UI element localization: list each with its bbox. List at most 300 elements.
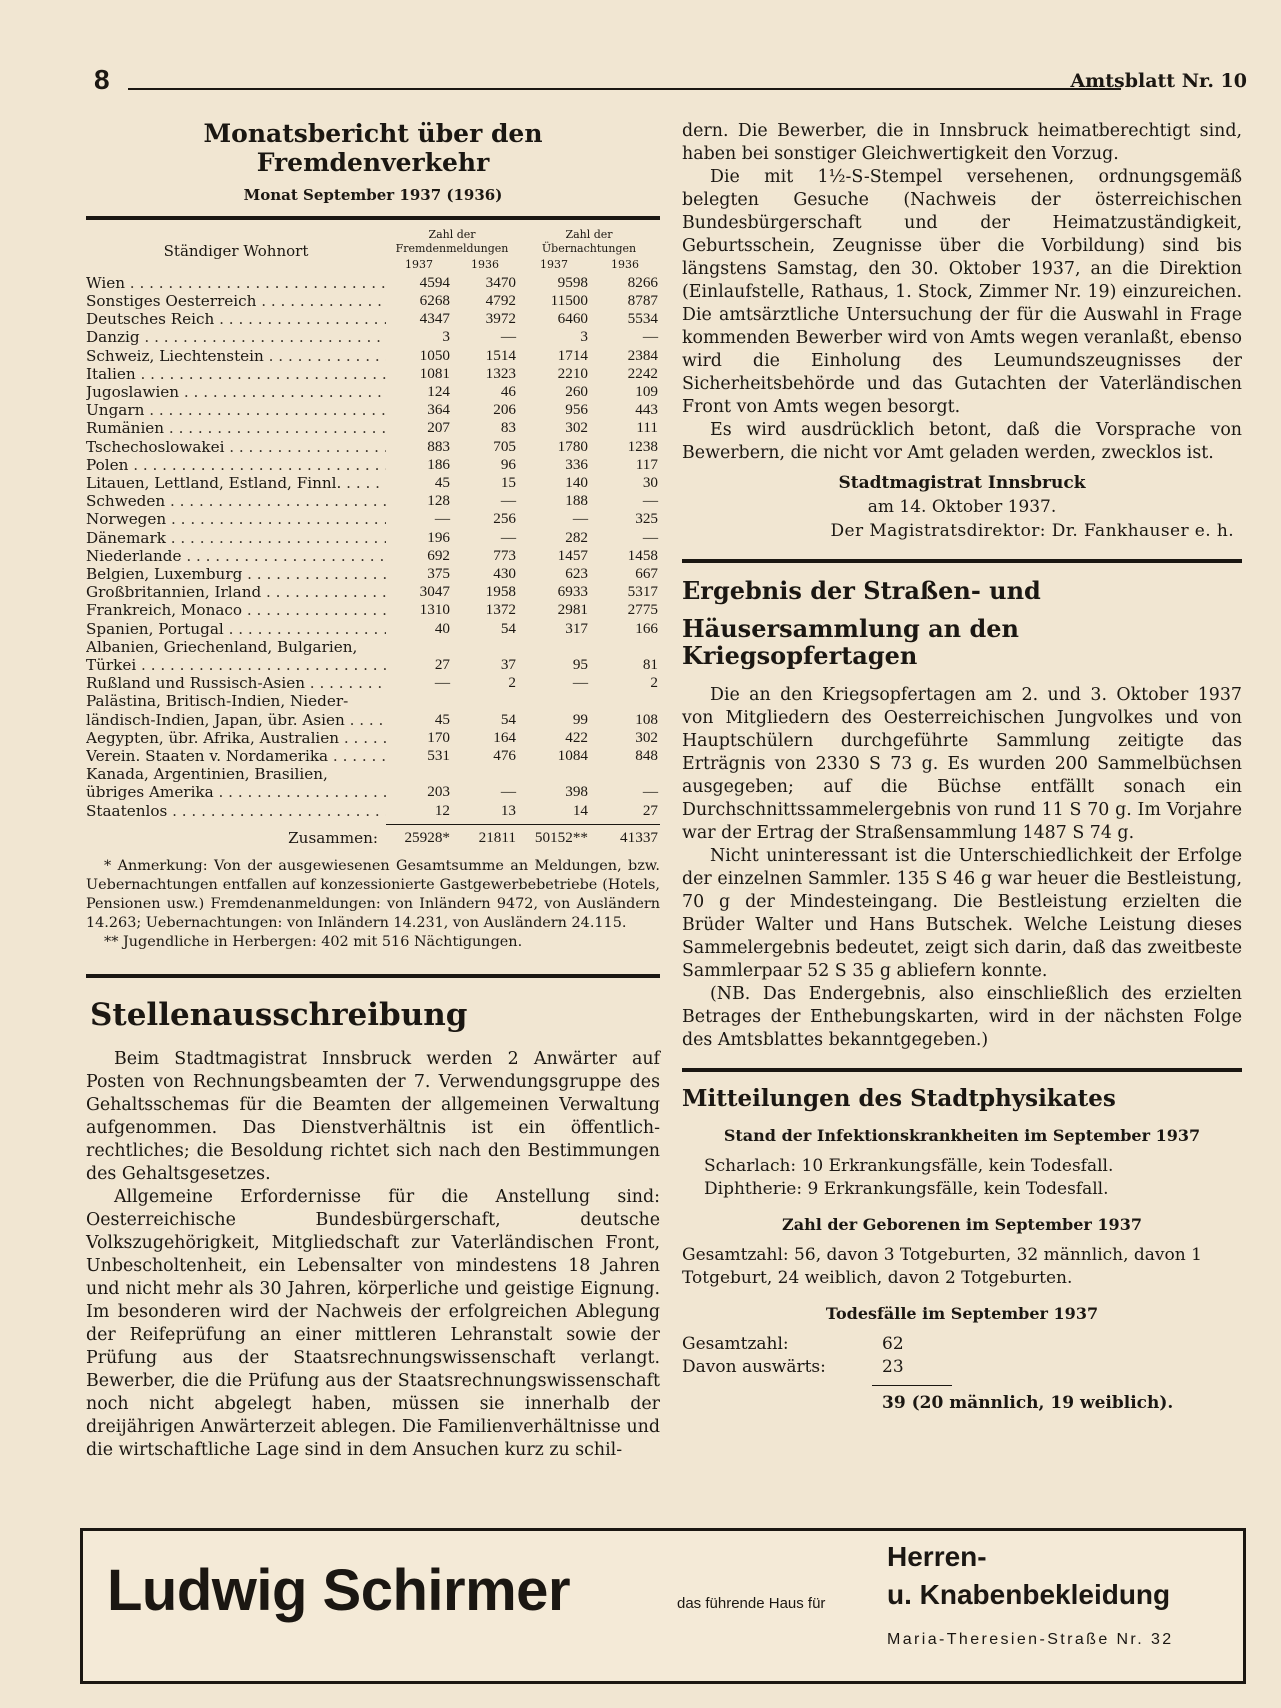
row-label: ländisch-Indien, Japan, übr. Asien: [86, 710, 345, 729]
row-label: Türkei: [86, 655, 137, 674]
row-value: 3470: [485, 273, 516, 291]
row-value: 1050: [419, 346, 450, 364]
row-value: 2: [650, 674, 658, 692]
section-rule: [682, 559, 1242, 563]
row-label: Danzig: [86, 328, 140, 347]
leader-dots: [140, 328, 386, 346]
row-value: [386, 692, 452, 710]
row-wohnort: [86, 729, 386, 747]
infektion-item: Diphtherie: 9 Erkrankungsfälle, kein Todesfall.: [704, 1179, 1109, 1200]
row-value: 317: [565, 619, 588, 637]
header-meldungen-a: Zahl der: [428, 227, 476, 241]
row-value: [452, 765, 518, 783]
header-year: 1936: [471, 257, 499, 271]
row-wohnort: [86, 347, 386, 365]
row-value: 3: [442, 328, 450, 346]
row-value: [518, 765, 590, 783]
total-value: 41337: [620, 828, 658, 846]
row-value: 124: [427, 382, 450, 400]
table-row: [86, 492, 660, 510]
row-value: —: [642, 783, 658, 801]
leader-dots: [345, 711, 386, 729]
leader-dots: [341, 474, 386, 492]
row-value: 9598: [557, 273, 588, 291]
row-value: 1084: [557, 746, 588, 764]
row-value: 848: [635, 746, 658, 764]
tod-label: Davon auswärts:: [682, 1357, 826, 1378]
table-row: [86, 401, 660, 419]
leader-dots: [166, 510, 386, 528]
ad-tagline: das führende Haus für: [677, 1595, 826, 1612]
row-value: 443: [635, 401, 658, 419]
ergebnis-paragraph: (NB. Das Endergebnis, also einschließlich des erzielten Betrages der Enthebungskarten, wird in der nächsten Folge des Amtsblattes bekanntgegeben.): [682, 983, 1242, 1050]
row-value: 667: [635, 564, 658, 582]
table-row: [86, 419, 660, 437]
row-label: Jugoslawien: [86, 382, 180, 401]
row-wohnort: [86, 438, 386, 456]
row-value: [590, 692, 660, 710]
row-label: Polen: [86, 455, 129, 474]
infektion-list: [682, 1155, 1242, 1201]
row-value: 4792: [485, 291, 516, 309]
total-value: 21811: [478, 828, 516, 846]
row-value: 140: [565, 473, 588, 491]
row-value: —: [434, 510, 450, 528]
ad-line-2: u. Knabenbekleidung: [887, 1579, 1171, 1610]
row-wohnort: [86, 674, 386, 692]
leader-dots: [261, 583, 386, 601]
row-value: 1780: [557, 437, 588, 455]
row-value: 8266: [627, 273, 658, 291]
row-label: Rumänien: [86, 419, 165, 438]
stellen-paragraph: Allgemeine Erfordernisse für die Anstellung sind: Oesterreichische Bundesbürgerschaft, deutsche Volkszugehörigkeit, Mitgliedschaft zur Vaterländischen Front, Unbescholtenheit, ein Lebensalter von mindestens 18 Jahren und nicht mehr als 30 Jahren, körperliche und geistige Eignung. Im besonderen wird der Nachweis der erfolgreichen Ablegung der Reifeprüfung an einer mittleren Lehranstalt sowie der Prüfung aus der Staatsrechnungswissenschaft verlangt. Bewerber, die die Prüfung aus der Staatsrechnungswissenschaft noch nicht abgelegt haben, müssen sie innerhalb der dreijährigen Anwärterzeit ablegen. Die Familienverhältnisse und die wirtschaftliche Lage sind in dem Ansuchen kurz zu schil-: [86, 1186, 660, 1460]
row-wohnort: [86, 365, 386, 383]
table-row: [86, 310, 660, 328]
table-row: [86, 711, 660, 729]
header-nacht-b: Übernachtungen: [541, 241, 637, 255]
header-year: 1937: [540, 257, 568, 271]
row-value: 81: [642, 655, 658, 673]
row-value: 1714: [557, 346, 588, 364]
row-value: 45: [434, 710, 450, 728]
row-value: 336: [565, 455, 588, 473]
row-value: 476: [493, 746, 516, 764]
table-row: [86, 620, 660, 638]
geborene-heading: Zahl der Geborenen im September 1937: [782, 1215, 1142, 1235]
tod-value: 62: [882, 1334, 904, 1355]
row-value: 99: [572, 710, 588, 728]
row-value: [518, 638, 590, 656]
row-label: Sonstiges Oesterreich: [86, 291, 257, 310]
row-label: Belgien, Luxemburg: [86, 564, 243, 583]
table-row: [86, 474, 660, 492]
row-value: 166: [635, 619, 658, 637]
row-value: 207: [427, 419, 450, 437]
row-wohnort: [86, 692, 386, 710]
row-label: Tschechoslowakei: [86, 437, 225, 456]
row-value: 15: [500, 473, 516, 491]
row-wohnort: [86, 583, 386, 601]
row-label: Großbritannien, Irland: [86, 583, 262, 602]
tod-label: Gesamtzahl:: [682, 1334, 789, 1355]
table-row: [86, 802, 660, 820]
row-label: Staatenlos: [86, 801, 168, 820]
row-value: 430: [493, 564, 516, 582]
leader-dots: [214, 310, 386, 328]
row-value: 27: [642, 801, 658, 819]
ad-address: Maria-Theresien-Straße Nr. 32: [887, 1631, 1174, 1648]
row-value: 6933: [557, 583, 588, 601]
row-value: 531: [427, 746, 450, 764]
table-row: [86, 747, 660, 765]
row-value: [590, 765, 660, 783]
table-row: [86, 456, 660, 474]
row-value: —: [572, 674, 588, 692]
todesfaelle-table: [682, 1333, 1242, 1415]
header-rule: [128, 88, 1121, 90]
leader-dots: [136, 656, 386, 674]
row-value: 6460: [557, 310, 588, 328]
row-value: 2775: [627, 601, 658, 619]
row-value: 773: [493, 546, 516, 564]
table-row: [86, 674, 660, 692]
fremdenverkehr-subtitle: Monat September 1937 (1936): [243, 185, 503, 204]
row-value: 1323: [485, 364, 516, 382]
row-value: 1458: [627, 546, 658, 564]
row-wohnort: [86, 765, 386, 783]
total-row: [86, 829, 660, 847]
row-value: [386, 638, 452, 656]
row-wohnort: [86, 456, 386, 474]
header-year: 1937: [405, 257, 433, 271]
fremdenverkehr-title: Monatsbericht über den Fremdenverkehr: [203, 119, 543, 177]
table-row: [86, 565, 660, 583]
table-notes: [86, 857, 660, 952]
leader-dots: [164, 419, 386, 437]
row-value: [452, 638, 518, 656]
stellen-paragraph: Die mit 1½-S-Stempel versehenen, ordnungsgemäß belegten Gesuche (Nachweis der österreichischen Bundesbürgerschaft und der Heimatzuständigkeit, Geburtsschein, Zeugnisse über die Vorbildung) sind bis längstens Samstag, den 30. Oktober 1937, an die Direktion (Einlaufstelle, Rathaus, 1. Stock, Zimmer Nr. 19) einzureichen. Die amtsärztliche Untersuchung der für die Auswahl in Frage kommenden Bewerber wird von Amts wegen veranlaßt, ebenso wird die Einholung des Leumundszeugnisses der Sicherheitsbehörde und das Gutachten der Vaterländischen Front von Amts wegen besorgt.: [682, 167, 1242, 417]
row-value: 1081: [419, 364, 450, 382]
ergebnis-text: [682, 684, 1242, 1052]
header-meldungen-b: Fremdenmeldungen: [395, 241, 509, 255]
row-value: —: [500, 528, 516, 546]
leader-dots: [242, 601, 386, 619]
row-value: 37: [500, 655, 516, 673]
row-label: Italien: [86, 364, 136, 383]
leader-dots: [166, 529, 386, 547]
row-value: 109: [635, 382, 658, 400]
header-year: 1936: [611, 257, 639, 271]
leader-dots: [264, 347, 386, 365]
stellen-paragraph: Beim Stadtmagistrat Innsbruck werden 2 Anwärter auf Posten von Rechnungsbeamten der 7. Verwendungsgruppe des Gehaltsschemas für die Beamten der allgemeinen Verwaltung aufgenommen. Das Dienstverhältnis ist ein öffentlich-rechtliches; die Besoldung richtet sich nach den Bestimmungen des Gehaltsgesetzes.: [86, 1048, 660, 1184]
table-row: [86, 656, 660, 674]
table-row: [86, 438, 660, 456]
table-row: [86, 529, 660, 547]
row-value: 956: [565, 401, 588, 419]
todesfaelle-heading: Todesfälle im September 1937: [825, 1304, 1099, 1324]
row-label: Schweden: [86, 492, 166, 511]
row-value: —: [642, 328, 658, 346]
section-rule: [682, 1068, 1242, 1072]
row-value: 8787: [627, 291, 658, 309]
row-value: 54: [500, 710, 516, 728]
table-row: [86, 638, 660, 656]
table-row: [86, 547, 660, 565]
row-value: 1372: [485, 601, 516, 619]
row-value: 1457: [557, 546, 588, 564]
total-value: 25928*: [404, 828, 450, 846]
leader-dots: [224, 620, 386, 638]
note-1: * Anmerkung: Von der ausgewiesenen Gesamtsumme an Meldungen, bzw. Uebernachtungen entfallen auf konzessionierte Gastgewerbebetriebe (Hotels, Pensionen usw.) Fremdenanmeldungen: von Inländern 9472, von Ausländern 14.263; Uebernachtungen: von Inländern 14.231, von Ausländern 24.115.: [86, 858, 660, 931]
header-title: Amtsblatt Nr. 10: [1070, 70, 1247, 92]
leader-dots: [214, 783, 386, 801]
row-value: 108: [635, 710, 658, 728]
row-value: 30: [642, 473, 658, 491]
row-value: —: [434, 674, 450, 692]
row-wohnort: [86, 492, 386, 510]
row-value: 623: [565, 564, 588, 582]
fremdenverkehr-table: [86, 228, 660, 820]
total-rule: [386, 824, 660, 825]
row-label: Dänemark: [86, 528, 166, 547]
row-value: 256: [493, 510, 516, 528]
row-value: 422: [565, 728, 588, 746]
row-value: 5317: [627, 583, 658, 601]
row-label: Niederlande: [86, 546, 182, 565]
ergebnis-paragraph: Nicht uninteressant ist die Unterschiedlichkeit der Erfolge der einzelnen Sammler. 135 S 46 g war heuer die Bestleistung, 70 g der Mindesteingang. Die Bestleistung erzielten die Brüder Walter und Hans Butschek. Welche Leistung dieses Sammelergebnis bedeutet, zeigt sich darin, daß das zweitbeste Sammlerpaar 52 S 35 g abliefern konnte.: [682, 845, 1242, 981]
row-value: —: [500, 783, 516, 801]
row-value: 883: [427, 437, 450, 455]
row-value: 2981: [557, 601, 588, 619]
row-value: —: [572, 510, 588, 528]
row-value: 260: [565, 382, 588, 400]
left-column: [86, 120, 660, 1462]
row-wohnort: [86, 747, 386, 765]
stellen-continued: [682, 120, 1242, 465]
row-value: 206: [493, 401, 516, 419]
geborene-text: Gesamtzahl: 56, davon 3 Totgeburten, 32 männlich, davon 1 Totgeburt, 24 weiblich, davon 2 Totgeburten.: [682, 1245, 1202, 1289]
header-nacht-a: Zahl der: [565, 227, 613, 241]
row-wohnort: [86, 529, 386, 547]
row-label: übriges Amerika: [86, 783, 214, 802]
row-value: 4594: [419, 273, 450, 291]
infektion-heading: Stand der Infektionskrankheiten im September 1937: [723, 1126, 1201, 1146]
row-wohnort: [86, 419, 386, 437]
row-label: Norwegen: [86, 510, 167, 529]
stellen-paragraph: dern. Die Bewerber, die in Innsbruck heimatberechtigt sind, haben bei sonstiger Gleichwertigkeit den Vorzug.: [682, 121, 1242, 164]
tod-sum: 39 (20 männlich, 19 weiblich).: [882, 1393, 1174, 1414]
row-value: 27: [434, 655, 450, 673]
row-value: 12: [434, 801, 450, 819]
row-wohnort: [86, 565, 386, 583]
table-row: [86, 328, 660, 346]
total-value: 50152**: [534, 828, 588, 846]
row-label: Schweiz, Liechtenstein: [86, 346, 264, 365]
ergebnis-paragraph: Die an den Kriegsopfertagen am 2. und 3. Oktober 1937 von Mitgliedern des Oesterreichischen Jungvolkes und von Hauptschülern durchgeführte Sammlung zeitigte das Erträgnis von 2330 S 73 g. Es wurden 200 Sammelbüchsen ausgegeben; auf die Büchse entfällt sonach ein Durchschnittssammelergebnis von rund 11 S 70 g. Im Vorjahre war der Ertrag der Straßensammlung 1487 S 74 g.: [682, 684, 1242, 843]
row-value: 111: [636, 419, 658, 437]
row-value: 1310: [419, 601, 450, 619]
row-value: 40: [434, 619, 450, 637]
row-wohnort: [86, 310, 386, 328]
row-value: 45: [434, 473, 450, 491]
row-value: 83: [500, 419, 516, 437]
row-value: [452, 692, 518, 710]
row-value: 188: [565, 492, 588, 510]
right-column: [682, 120, 1242, 1415]
row-wohnort: [86, 547, 386, 565]
row-value: 2: [508, 674, 516, 692]
row-value: 96: [500, 455, 516, 473]
row-value: 95: [572, 655, 588, 673]
row-value: 3047: [419, 583, 450, 601]
row-value: —: [500, 492, 516, 510]
ad-line-1: Herren-: [887, 1541, 987, 1572]
ad-company-name: Ludwig Schirmer: [107, 1558, 571, 1623]
table-body: [86, 274, 660, 820]
row-wohnort: [86, 620, 386, 638]
row-value: 164: [493, 728, 516, 746]
table-row: [86, 347, 660, 365]
row-label: Verein. Staaten v. Nordamerika: [86, 746, 329, 765]
table-row: [86, 765, 660, 783]
row-value: 364: [427, 401, 450, 419]
stellen-paragraph: Es wird ausdrücklich betont, daß die Vorsprache von Bewerbern, die nicht vor Amt geladen werden, zwecklos ist.: [682, 420, 1242, 463]
infektion-item: Scharlach: 10 Erkrankungsfälle, kein Todesfall.: [704, 1156, 1114, 1177]
physikat-title: Mitteilungen des Stadtphysikates: [682, 1084, 1116, 1112]
row-label: Rußland und Russisch-Asien: [86, 674, 305, 693]
row-label: Wien: [86, 273, 125, 292]
leader-dots: [167, 802, 386, 820]
row-value: 282: [565, 528, 588, 546]
row-value: 2210: [557, 364, 588, 382]
row-value: 375: [427, 564, 450, 582]
row-label: Spanien, Portugal: [86, 619, 224, 638]
row-value: 1958: [485, 583, 516, 601]
row-value: 5534: [627, 310, 658, 328]
leader-dots: [182, 547, 386, 565]
table-row: [86, 601, 660, 619]
row-label: Ungarn: [86, 401, 145, 420]
row-value: [518, 692, 590, 710]
row-wohnort: [86, 711, 386, 729]
row-value: 3: [580, 328, 588, 346]
signature-office: Stadtmagistrat Innsbruck: [838, 473, 1086, 493]
row-wohnort: [86, 292, 386, 310]
row-value: [386, 765, 452, 783]
leader-dots: [224, 438, 386, 456]
row-value: 54: [500, 619, 516, 637]
row-label: Kanada, Argentinien, Brasilien,: [86, 765, 328, 784]
row-value: 11500: [550, 291, 588, 309]
leader-dots: [339, 729, 386, 747]
row-wohnort: [86, 328, 386, 346]
leader-dots: [305, 674, 386, 692]
row-wohnort: [86, 274, 386, 292]
row-value: 302: [635, 728, 658, 746]
tod-value: 23: [882, 1357, 904, 1378]
row-value: [590, 638, 660, 656]
section-rule: [86, 974, 660, 978]
advertisement: [80, 1528, 1246, 1684]
row-label: Frankreich, Monaco: [86, 601, 243, 620]
row-wohnort: [86, 383, 386, 401]
row-wohnort: [86, 474, 386, 492]
row-value: 46: [500, 382, 516, 400]
table-row: [86, 274, 660, 292]
row-value: 705: [493, 437, 516, 455]
signature-date: am 14. Oktober 1937.: [867, 497, 1057, 517]
table-row: [86, 729, 660, 747]
row-wohnort: [86, 802, 386, 820]
row-value: 302: [565, 419, 588, 437]
leader-dots: [328, 747, 386, 765]
row-value: 2242: [627, 364, 658, 382]
table-row: [86, 692, 660, 710]
table-row: [86, 383, 660, 401]
table-row: [86, 583, 660, 601]
row-wohnort: [86, 510, 386, 528]
row-value: —: [642, 492, 658, 510]
row-wohnort: [86, 401, 386, 419]
row-value: 13: [500, 801, 516, 819]
note-2: ** Jugendliche in Herbergen: 402 mit 516 Nächtigungen.: [104, 934, 523, 950]
table-row: [86, 510, 660, 528]
row-wohnort: [86, 783, 386, 801]
leader-dots: [256, 292, 386, 310]
table-row: [86, 783, 660, 801]
row-label: Aegypten, übr. Afrika, Australien: [86, 728, 340, 747]
row-wohnort: [86, 656, 386, 674]
row-label: Litauen, Lettland, Estland, Finnl.: [86, 473, 342, 492]
row-value: 6268: [419, 291, 450, 309]
leader-dots: [165, 492, 386, 510]
leader-dots: [144, 401, 386, 419]
row-value: 325: [635, 510, 658, 528]
leader-dots: [136, 365, 386, 383]
row-value: 1514: [485, 346, 516, 364]
ergebnis-title-2: Häusersammlung an den Kriegsopfertagen: [682, 613, 1019, 671]
row-label: Albanien, Griechenland, Bulgarien,: [86, 637, 358, 656]
row-wohnort: [86, 601, 386, 619]
leader-dots: [179, 383, 386, 401]
table-row: [86, 365, 660, 383]
row-value: 14: [572, 801, 588, 819]
row-value: 4347: [419, 310, 450, 328]
row-wohnort: [86, 638, 386, 656]
row-value: 170: [427, 728, 450, 746]
table-row: [86, 292, 660, 310]
stellen-text: [86, 1048, 660, 1462]
row-value: 117: [635, 455, 658, 473]
row-value: 128: [427, 492, 450, 510]
row-value: —: [642, 528, 658, 546]
stellen-title: Stellenausschreibung: [90, 997, 468, 1033]
row-value: 2384: [627, 346, 658, 364]
leader-dots: [125, 274, 386, 292]
row-value: 1238: [627, 437, 658, 455]
row-label: Palästina, Britisch-Indien, Nieder-: [86, 692, 349, 711]
total-label: Zusammen:: [288, 828, 378, 847]
row-value: 398: [565, 783, 588, 801]
sum-rule: [872, 1385, 952, 1386]
header-wohnort: Ständiger Wohnort: [163, 241, 309, 260]
row-value: 3972: [485, 310, 516, 328]
leader-dots: [128, 456, 386, 474]
signature-director: Der Magistratsdirektor: Dr. Fankhauser e. h.: [830, 521, 1234, 541]
row-value: 196: [427, 528, 450, 546]
table-top-rule: [86, 216, 660, 220]
row-value: 692: [427, 546, 450, 564]
